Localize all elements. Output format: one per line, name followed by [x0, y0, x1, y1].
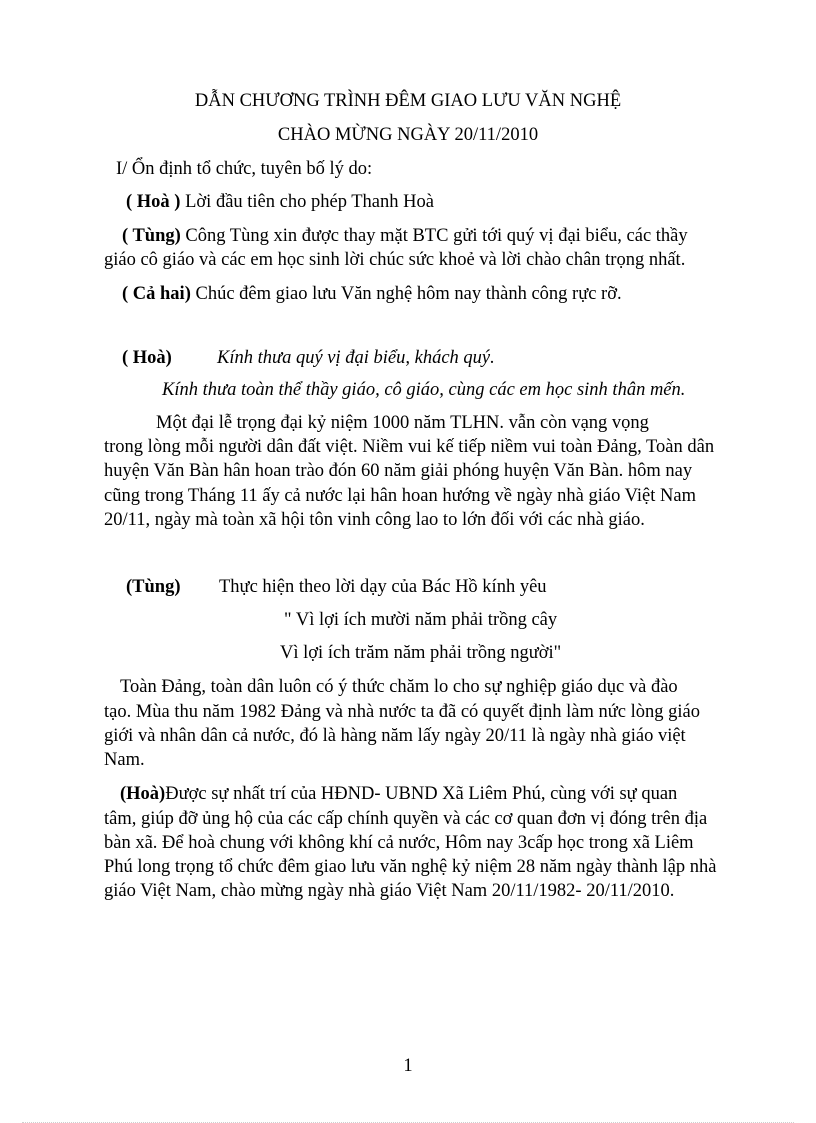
tung-paragraph-line-2: giáo cô giáo và các em học sinh lời chúc sức khoẻ và lời chào chân trọng nhất.	[104, 250, 686, 270]
hoa-final-paragraph-line-1	[120, 783, 677, 805]
hoa-paragraph-line-4: cũng trong Tháng 11 ấy cả nước lại hân hoan hướng về ngày nhà giáo Việt Nam	[104, 486, 696, 506]
hoa-final-paragraph-line-5: giáo Việt Nam, chào mừng ngày nhà giáo Việt Nam 20/11/1982- 20/11/2010.	[104, 881, 675, 901]
speaker-label: (Hoà)	[120, 784, 166, 804]
greeting-line-1: Kính thưa quý vị đại biểu, khách quý.	[217, 348, 495, 368]
tung-paragraph-2-line-1: Toàn Đảng, toàn dân luôn có ý thức chăm lo cho sự nghiệp giáo dục và đào	[120, 677, 678, 697]
tung-paragraph-2-line-2: tạo. Mùa thu năm 1982 Đảng và nhà nước ta đã có quyết định làm nức lòng giáo	[104, 702, 701, 722]
hoa-final-paragraph-line-2: tâm, giúp đỡ ủng hộ của các cấp chính quyền và các cơ quan đơn vị đóng trên địa	[104, 809, 708, 829]
speaker-label: ( Cả hai)	[122, 284, 191, 304]
speaker-label-hoa: ( Hoà)	[122, 348, 172, 368]
greeting-line-2: Kính thưa toàn thể thầy giáo, cô giáo, cùng các em học sinh thân mến.	[162, 380, 686, 400]
tung-text-line-1: Công Tùng xin được thay mặt BTC gửi tới quý vị đại biểu, các thầy	[180, 226, 688, 246]
hoa-paragraph-line-2: trong lòng mỗi người dân đất việt. Niềm vui kế tiếp niềm vui toàn Đảng, Toàn dân	[104, 437, 715, 457]
hoa-final-text-line-1: Được sự nhất trí của HĐND- UBND Xã Liêm Phú, cùng với sự quan	[165, 784, 678, 804]
tung-paragraph-line-1	[122, 225, 688, 247]
title-line-1: DẪN CHƯƠNG TRÌNH ĐÊM GIAO LƯU VĂN NGHỆ	[194, 91, 622, 111]
intro-paragraph	[126, 191, 434, 213]
tung-intro-text: Thực hiện theo lời dạy của Bác Hồ kính yêu	[219, 577, 547, 597]
speaker-label-tung: (Tùng)	[126, 577, 181, 597]
speaker-label: ( Tùng)	[122, 226, 181, 246]
hoa-final-paragraph-line-4: Phú long trọng tổ chức đêm giao lưu văn nghệ kỷ niệm 28 năm ngày thành lập nhà	[104, 857, 717, 877]
quote-line-2: Vì lợi ích trăm năm phải trồng người"	[280, 643, 562, 663]
tung-paragraph-2-line-3: giới và nhân dân cả nước, đó là hàng năm lấy ngày 20/11 là ngày nhà giáo việt	[104, 726, 686, 746]
both-paragraph	[122, 283, 622, 305]
title-line-2: CHÀO MỪNG NGÀY 20/11/2010	[277, 125, 539, 145]
section-heading: I/ Ổn định tổ chức, tuyên bố lý do:	[116, 159, 373, 179]
both-text: Chúc đêm giao lưu Văn nghệ hôm nay thành công rực rỡ.	[190, 284, 622, 304]
tung-paragraph-2-line-4: Nam.	[104, 750, 145, 770]
hoa-paragraph-line-3: huyện Văn Bàn hân hoan trào đón 60 năm giải phóng huyện Văn Bàn. hôm nay	[104, 461, 693, 481]
speaker-label: ( Hoà )	[126, 192, 181, 212]
hoa-paragraph-line-1: Một đại lễ trọng đại kỷ niệm 1000 năm TLHN. vẫn còn vạng vọng	[156, 413, 649, 433]
intro-text: Lời đầu tiên cho phép Thanh Hoà	[180, 192, 434, 212]
hoa-final-paragraph-line-3: bàn xã. Để hoà chung với không khí cả nước, Hôm nay 3cấp học trong xã Liêm	[104, 833, 694, 853]
quote-line-1: " Vì lợi ích mười năm phải trồng cây	[284, 610, 558, 630]
page-number: 1	[403, 1056, 413, 1076]
hoa-paragraph-line-5: 20/11, ngày mà toàn xã hội tôn vinh công lao to lớn đối với các nhà giáo.	[104, 510, 645, 530]
